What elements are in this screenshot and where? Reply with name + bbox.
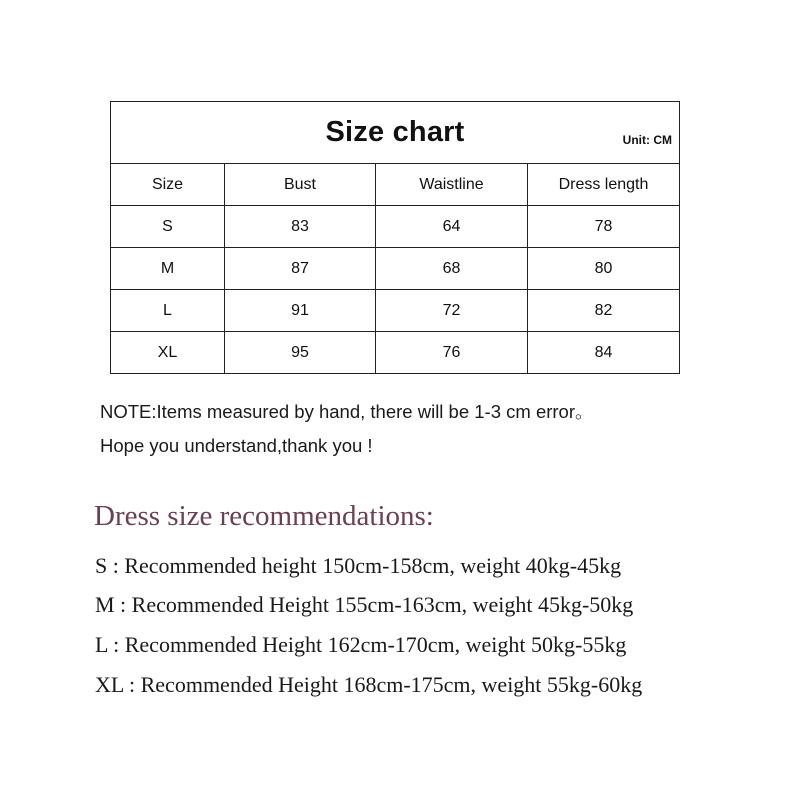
table-cell: S — [111, 206, 225, 248]
table-row — [111, 206, 680, 248]
column-header: Size — [111, 164, 225, 206]
table-cell: 84 — [528, 332, 680, 374]
table-cell: XL — [111, 332, 225, 374]
recommendations-heading: Dress size recommendations: — [94, 500, 434, 532]
table-cell: 91 — [225, 290, 376, 332]
table-row — [111, 248, 680, 290]
table-cell: L — [111, 290, 225, 332]
table-cell: 76 — [376, 332, 528, 374]
table-cell: 64 — [376, 206, 528, 248]
size-chart-table — [110, 101, 680, 374]
size-chart-title: Size chart — [325, 116, 465, 148]
size-chart-title-cell — [111, 102, 680, 164]
table-row — [111, 332, 680, 374]
table-cell: 80 — [528, 248, 680, 290]
table-cell: 95 — [225, 332, 376, 374]
measurement-note: NOTE:Items measured by hand, there will be 1-3 cm error。 — [100, 401, 594, 422]
table-cell: 82 — [528, 290, 680, 332]
column-header: Dress length — [528, 164, 680, 206]
table-header-row — [111, 164, 680, 206]
table-cell: 78 — [528, 206, 680, 248]
table-cell: 83 — [225, 206, 376, 248]
table-cell: M — [111, 248, 225, 290]
thanks-note: Hope you understand,thank you ! — [100, 435, 373, 456]
table-cell: 87 — [225, 248, 376, 290]
table-cell: 72 — [376, 290, 528, 332]
recommendation-item-s: S : Recommended height 150cm-158cm, weight 40kg-45kg — [95, 553, 622, 578]
recommendation-item-l: L : Recommended Height 162cm-170cm, weight 50kg-55kg — [95, 632, 627, 657]
table-row — [111, 290, 680, 332]
table-cell: 68 — [376, 248, 528, 290]
unit-label: Unit: CM — [622, 133, 672, 147]
recommendation-item-m: M : Recommended Height 155cm-163cm, weight 45kg-50kg — [95, 592, 634, 617]
column-header: Bust — [225, 164, 376, 206]
column-header: Waistline — [376, 164, 528, 206]
recommendation-item-xl: XL : Recommended Height 168cm-175cm, weight 55kg-60kg — [95, 672, 643, 697]
